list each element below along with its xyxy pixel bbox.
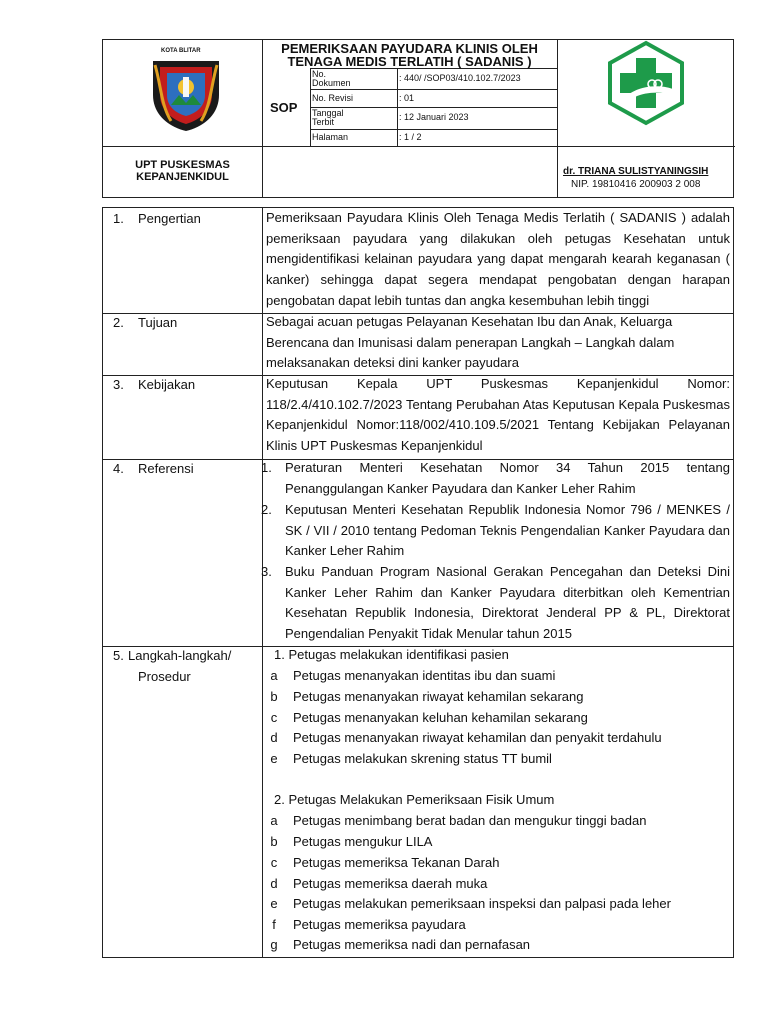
reference-number: 2. xyxy=(261,502,272,517)
section-label: Kebijakan xyxy=(138,377,196,392)
meta-key-tanggal: Tanggal xyxy=(312,108,344,118)
sop-label: SOP xyxy=(270,100,298,115)
step-text: Petugas memeriksa payudara xyxy=(293,917,466,932)
step-marker: a xyxy=(270,813,278,828)
divider xyxy=(557,40,558,197)
step-marker: b xyxy=(270,834,278,849)
step-marker: e xyxy=(270,751,278,766)
step-text: Petugas menanyakan keluhan kehamilan sekarang xyxy=(293,710,588,725)
step-text: Petugas melakukan pemeriksaan inspeksi dan palpasi pada leher xyxy=(293,896,671,911)
section-number: 3. xyxy=(113,377,124,392)
sop-content-table xyxy=(102,207,734,958)
crest-area xyxy=(103,40,262,146)
step-text: Petugas melakukan skrening status TT bumil xyxy=(293,751,552,766)
step-text: Petugas menanyakan riwayat kehamilan sekarang xyxy=(293,689,584,704)
divider xyxy=(310,89,557,90)
kota-blitar-crest-icon xyxy=(147,55,225,133)
meta-key-terbit: Terbit xyxy=(312,117,335,127)
divider xyxy=(310,129,557,130)
step-marker: f xyxy=(272,917,276,932)
section-langkah-label xyxy=(103,645,262,687)
reference-item xyxy=(103,562,735,646)
title-line1: PEMERIKSAAN PAYUDARA KLINIS OLEH xyxy=(281,41,538,56)
signer-name: dr. TRIANA SULISTYANINGSIH xyxy=(563,166,709,177)
crest-caption: KOTA BLITAR xyxy=(161,48,201,54)
divider xyxy=(310,107,557,108)
section-label: Referensi xyxy=(138,461,194,476)
reference-text: Buku Panduan Program Nasional Gerakan Pencegahan dan Deteksi Dini Kanker Leher Rahim dan Kanker Payudara diterbitkan oleh Kementrian Kesehatan Republik Indonesia, Direktorat Jenderal PP & PL, Direktorat Pengendalian Penyakit Tidak Menular tahun 2015 xyxy=(285,564,730,642)
reference-item xyxy=(103,458,735,500)
section-tujuan-label xyxy=(103,312,262,333)
step-marker: c xyxy=(270,855,278,870)
reference-number: 1. xyxy=(261,460,272,475)
section-number: 4. xyxy=(113,461,124,476)
step-group-title: 1. Petugas melakukan identifikasi pasien xyxy=(274,647,509,662)
step-text: Petugas menanyakan riwayat kehamilan dan penyakit terdahulu xyxy=(293,730,662,745)
org-line2: KEPANJENKIDUL xyxy=(136,171,229,183)
section-pengertian-text: Pemeriksaan Payudara Klinis Oleh Tenaga Medis Terlatih ( SADANIS ) adalah pemeriksaan payudara yang dilakukan oleh petugas Kesehatan untuk mengidentifikasi kelainan payudara yang dapat mengarah kearah keganasan ( kanker) sehingga dapat segera mendapat pengobatan dengan harapan pengobatan dapat lebih tuntas dan angka kesembuhan lebih tinggi xyxy=(266,210,730,308)
puskesmas-logo-icon xyxy=(603,40,689,126)
divider xyxy=(103,146,735,147)
step-marker: g xyxy=(270,937,278,952)
signer-nip: NIP. 19810416 200903 2 008 xyxy=(571,179,701,190)
reference-text: Peraturan Menteri Kesehatan Nomor 34 Tahun 2015 tentang Penanggulangan Kanker Payudara dan Kanker Leher Rahim xyxy=(285,460,730,496)
step-marker: a xyxy=(270,668,278,683)
step-text: Petugas memeriksa nadi dan pernafasan xyxy=(293,937,531,952)
meta-key-revisi: No. Revisi xyxy=(312,93,354,103)
step-text: Petugas memeriksa Tekanan Darah xyxy=(293,855,500,870)
step-text: Petugas memeriksa daerah muka xyxy=(293,876,488,891)
step-marker: e xyxy=(270,896,278,911)
step-text: Petugas menanyakan identitas ibu dan suami xyxy=(293,668,556,683)
section-label: Langkah-langkah/ xyxy=(128,648,232,663)
sop-header xyxy=(102,39,734,198)
title-line2: TENAGA MEDIS TERLATIH ( SADANIS ) xyxy=(287,54,532,69)
meta-key-no: No. xyxy=(312,69,327,79)
section-number: 2. xyxy=(113,315,124,330)
step-text: Petugas mengukur LILA xyxy=(293,834,433,849)
step-marker: d xyxy=(270,730,278,745)
step-marker: c xyxy=(270,710,278,725)
section-kebijakan-text: Keputusan Kepala UPT Puskesmas Kepanjenkidul Nomor: 118/2.4/410.102.7/2023 Tentang Perubahan Atas Keputusan Kepala Puskesmas Kepanjenkidul Nomor:118/002/410.109.5/2021 Tentang Kebijakan Pelayanan Klinis UPT Puskesmas Kepanjenkidul xyxy=(266,376,730,454)
step-text: Petugas menimbang berat badan dan mengukur tinggi badan xyxy=(293,813,647,828)
section-label: Tujuan xyxy=(138,315,178,330)
section-label-line2: Prosedur xyxy=(138,669,191,684)
reference-number: 3. xyxy=(261,564,272,579)
reference-item xyxy=(103,500,735,562)
section-number: 5. xyxy=(113,648,124,663)
section-tujuan-text: Sebagai acuan petugas Pelayanan Kesehatan Ibu dan Anak, Keluarga Berencana dan Imunisasi dalam penerapan Langkah – Langkah dalam melaksanakan deteksi dini kanker payudara xyxy=(266,314,675,371)
meta-value-halaman: : 1 / 2 xyxy=(399,132,422,142)
meta-value-dokumen: : 440/ /SOP03/410.102.7/2023 xyxy=(399,73,521,83)
meta-value-terbit: : 12 Januari 2023 xyxy=(399,112,469,122)
document-title xyxy=(263,42,556,68)
section-number: 1. xyxy=(113,211,124,226)
step-marker: b xyxy=(270,689,278,704)
section-label: Pengertian xyxy=(138,211,201,226)
section-pengertian-label xyxy=(103,208,262,229)
step-marker: d xyxy=(270,876,278,891)
meta-value-revisi: : 01 xyxy=(399,93,415,103)
step-group-title: 2. Petugas Melakukan Pemeriksaan Fisik Umum xyxy=(274,792,555,807)
meta-key-halaman: Halaman xyxy=(312,132,349,142)
section-kebijakan-label xyxy=(103,374,262,395)
org-line1: UPT PUSKESMAS xyxy=(135,159,230,171)
reference-text: Keputusan Menteri Kesehatan Republik Indonesia Nomor 796 / MENKES / SK / VII / 2010 tentang Pedoman Teknis Pengendalian Kanker Payudara dan Kanker Leher Rahim xyxy=(285,502,730,559)
organization-name xyxy=(103,159,262,183)
meta-key-dokumen: Dokumen xyxy=(312,78,351,88)
